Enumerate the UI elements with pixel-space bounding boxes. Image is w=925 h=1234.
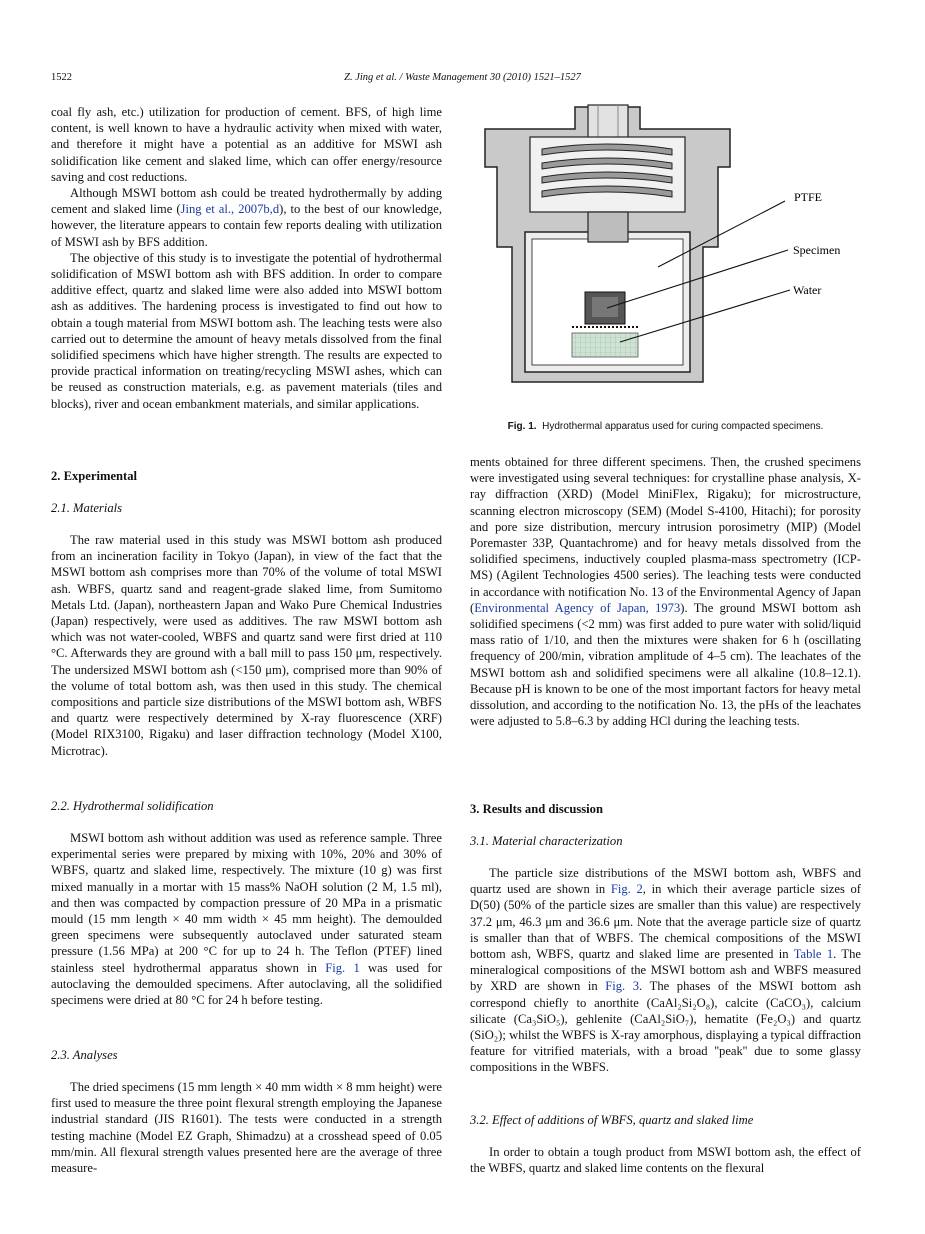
subsection-hydrothermal xyxy=(51,798,442,814)
subsection-materials xyxy=(51,500,442,516)
left-column xyxy=(51,104,442,412)
materials-body xyxy=(51,532,442,759)
paragraph-hydrothermal: MSWI bottom ash without addition was used as reference sample. Three experimental series were prepared by mixing with 10%, 20% and 30% of WBFS, quartz and slaked lime, respectively. The mixture (10 g) was first mixed manually in a mortar with 15 mass% NaOH solution (2 M, 1.5 ml), and then was compacted by compaction pressure of 20 MPa in a prismatic mould (15 mm length × 40 mm width × 45 mm height). The demoulded green specimens were subsequently autoclaved under saturated steam pressure (1.56 MPa) at 200 °C for up to 24 h. The Teflon (PTEF) lined stainless steel hydrothermal apparatus shown in Fig. 1 was used for autoclaving the demoulded specimens. After autoclaving, all the solidified specimens were dried at 80 °C for 24 h before testing. xyxy=(51,831,442,1008)
label-specimen: Specimen xyxy=(793,243,841,257)
label-water: Water xyxy=(793,283,822,297)
paragraph-intro-continued: coal fly ash, etc.) utilization for production of cement. BFS, of high lime content, is well known to have a hydraulic activity when mixed with water, and therefore it might have a potential as an additive for MSWI ash solidification like cement and slaked lime, which can offer energy/resource saving and cost reductions. xyxy=(51,105,442,184)
paragraph-intro-2: Although MSWI bottom ash could be treated hydrothermally by adding cement and slaked lime (Jing et al., 2007b,d), to the best of our knowledge, however, the literature appears to contain few reports dealing with utilization of MSWI ash by BFS addition. xyxy=(51,186,443,249)
paragraph-materials: The raw material used in this study was MSWI bottom ash produced from an incineration facility in Tokyo (Japan), in view of the fact that the MSWI bottom ash comprises more than 70% of the volume of total MSWI ash. WBFS, quartz sand and reagent-grade slaked lime, from Sumitomo Metals Ltd. (Japan), northeastern Japan and Wako Pure Chemical Industries (Japan) respectively, were used as additives. The raw MSWI bottom ash which was not water-cooled, WBFS and quartz sand were first dried at 110 °C. Afterwards they are ground with a ball mill to pass 150 μm, respectively. The undersized MSWI bottom ash (<150 μm), comprised more than 90% of the volume of total bottom ash, was then used in this study. The chemical compositions and particle size distributions of the MSWI bottom ash, WBFS and quartz were respectively determined by X-ray fluorescence (XRF) (Model RIX3100, Rigaku) and laser diffraction technology (Model X100, Microtrac). xyxy=(51,533,442,758)
water xyxy=(572,333,638,357)
table-link-table1[interactable]: Table 1 xyxy=(793,947,834,962)
citation-link-jing[interactable]: Jing et al., 2007b,d xyxy=(180,202,280,217)
figure-link-fig3[interactable]: Fig. 3 xyxy=(605,979,640,994)
section-experimental xyxy=(51,468,442,484)
section-heading-results: 3. Results and discussion xyxy=(470,802,603,816)
figure-caption-text: Hydrothermal apparatus used for curing compacted specimens. xyxy=(542,421,824,432)
hydrothermal-body xyxy=(51,830,442,1008)
hydrothermal-apparatus-figure xyxy=(470,97,861,427)
running-citation: Z. Jing et al. / Waste Management 30 (2010) 1521–1527 xyxy=(344,72,581,83)
subsection-material-characterization xyxy=(470,833,861,849)
subsection-heading-materials: 2.1. Materials xyxy=(51,501,123,515)
characterization-body xyxy=(470,865,861,1076)
subsection-additions-effect xyxy=(470,1112,861,1128)
additions-body xyxy=(470,1144,861,1176)
paragraph-additions: In order to obtain a tough product from MSWI bottom ash, the effect of the WBFS, quartz and slaked lime contents on the flexural xyxy=(470,1145,861,1176)
subsection-heading-analyses: 2.3. Analyses xyxy=(51,1048,118,1062)
section-results xyxy=(470,801,861,817)
paragraph-analyses: The dried specimens (15 mm length × 40 mm width × 8 mm height) were first used to measure the three point flexural strength employing the Japanese industrial standard (JIS R1601). The tests were conducted in a strength testing machine (Model EZ Graph, Shimadzu) at a crosshead speed of 0.05 mm/min. All flexural strength values presented here are the average of three measure- xyxy=(51,1080,442,1176)
page-number: 1522 xyxy=(51,72,72,83)
figure-link-fig2[interactable]: Fig. 2 xyxy=(610,882,643,897)
section-heading-experimental: 2. Experimental xyxy=(51,469,138,483)
analyses-body xyxy=(51,1079,442,1176)
figure-caption-label: Fig. 1. xyxy=(507,421,537,432)
figure-link-fig1[interactable]: Fig. 1 xyxy=(325,960,360,975)
paragraph-characterization: The particle size distributions of the MSWI bottom ash, WBFS and quartz used are shown in Fig. 2, in which their average particle sizes of D(50) (50% of the particle sizes are smaller than this value) are respectively 37.2 μm, 46.3 μm and 36.6 μm. Note that the average particle size of quartz is smaller than that of WBFS. The chemical compositions of the MSWI bottom ash, WBFS, quartz and slaked lime are presented in Table 1. The mineralogical compositions of the MSWI bottom ash and WBFS measured by XRD are shown in Fig. 3. The phases of the MSWI bottom ash correspond chiefly to anorthite (CaAl₂Si₂O₈), calcite (CaCO₃), calcium silicate (Ca₃SiO₅), gehlenite (CaAl₂SiO₇), hematite (Fe₂O₃) and quartz (SiO₂); whilst the WBFS is X-ray amorphous, displaying a typical diffraction feature for vitrified materials, with a broad ''peak'' due to some glassy compositions in the WBFS. xyxy=(470,866,862,1075)
subsection-heading-characterization: 3.1. Material characterization xyxy=(470,834,623,848)
paragraph-analyses-continued: ments obtained for three different specimens. Then, the crushed specimens were investigated using several techniques: for crystalline phase analysis, X-ray diffraction (XRD) (Model MiniFlex, Rigaku); for microstructure, scanning electron microscopy (SEM) (Model S-4100, Hitachi); for porosity and pore size distribution, mercury intrusion porosimetry (MIP) (Model Poremaster 33P, Quantachrome) and for heavy metals dissolved from the solidified specimens, inductively coupled plasma-mass spectrometry (ICP-MS) (Agilent Technologies 4500 series). The leaching tests were conducted in accordance with notification No. 13 of the Environmental Agency of Japan (Environmental Agency of Japan, 1973). The ground MSWI bottom ash solidified specimens (<2 mm) was first added to pure water with solid/liquid mass ratio of 1/10, and then the mixtures were shaken for 6 h (oscillating frequency of 200/min, vibration amplitude of 4–5 cm). The leachates of the MSWI bottom ash and solidified specimens were all alkaline (10.8–12.1). Because pH is known to be one of the most important factors for heavy metal dissolution, and according to the notification No. 13, the pHs of the leachates were adjusted to 5.8–6.3 by adding HCl during the leaching tests. xyxy=(470,455,861,729)
figure-caption xyxy=(470,421,861,432)
label-ptfe: PTFE xyxy=(794,190,823,204)
right-column xyxy=(470,454,861,729)
subsection-heading-hydrothermal: 2.2. Hydrothermal solidification xyxy=(51,799,214,813)
citation-link-environmental-agency[interactable]: Environmental Agency of Japan, 1973 xyxy=(474,600,681,615)
paragraph-objective: The objective of this study is to investigate the potential of hydrothermal solidification of MSWI bottom ash with BFS addition. In order to compare additive effect, quartz and slaked lime were also added into MSWI bottom ash as additives. The hardening process is investigated to find out how to obtain a tough material from MSWI bottom ash. The leaching tests were also carried out to determine the amount of heavy metals dissolved from the final solidified specimens which have higher strength. The results are expected to provide practical information on treating/recycling MSWI ashes, which can be reused as construction materials, e.g. as pavement materials (tiles and blocks), river and ocean embankment materials, and similar applications. xyxy=(51,250,442,411)
subsection-heading-additions: 3.2. Effect of additions of WBFS, quartz and slaked lime xyxy=(470,1113,754,1127)
subsection-analyses xyxy=(51,1047,442,1063)
